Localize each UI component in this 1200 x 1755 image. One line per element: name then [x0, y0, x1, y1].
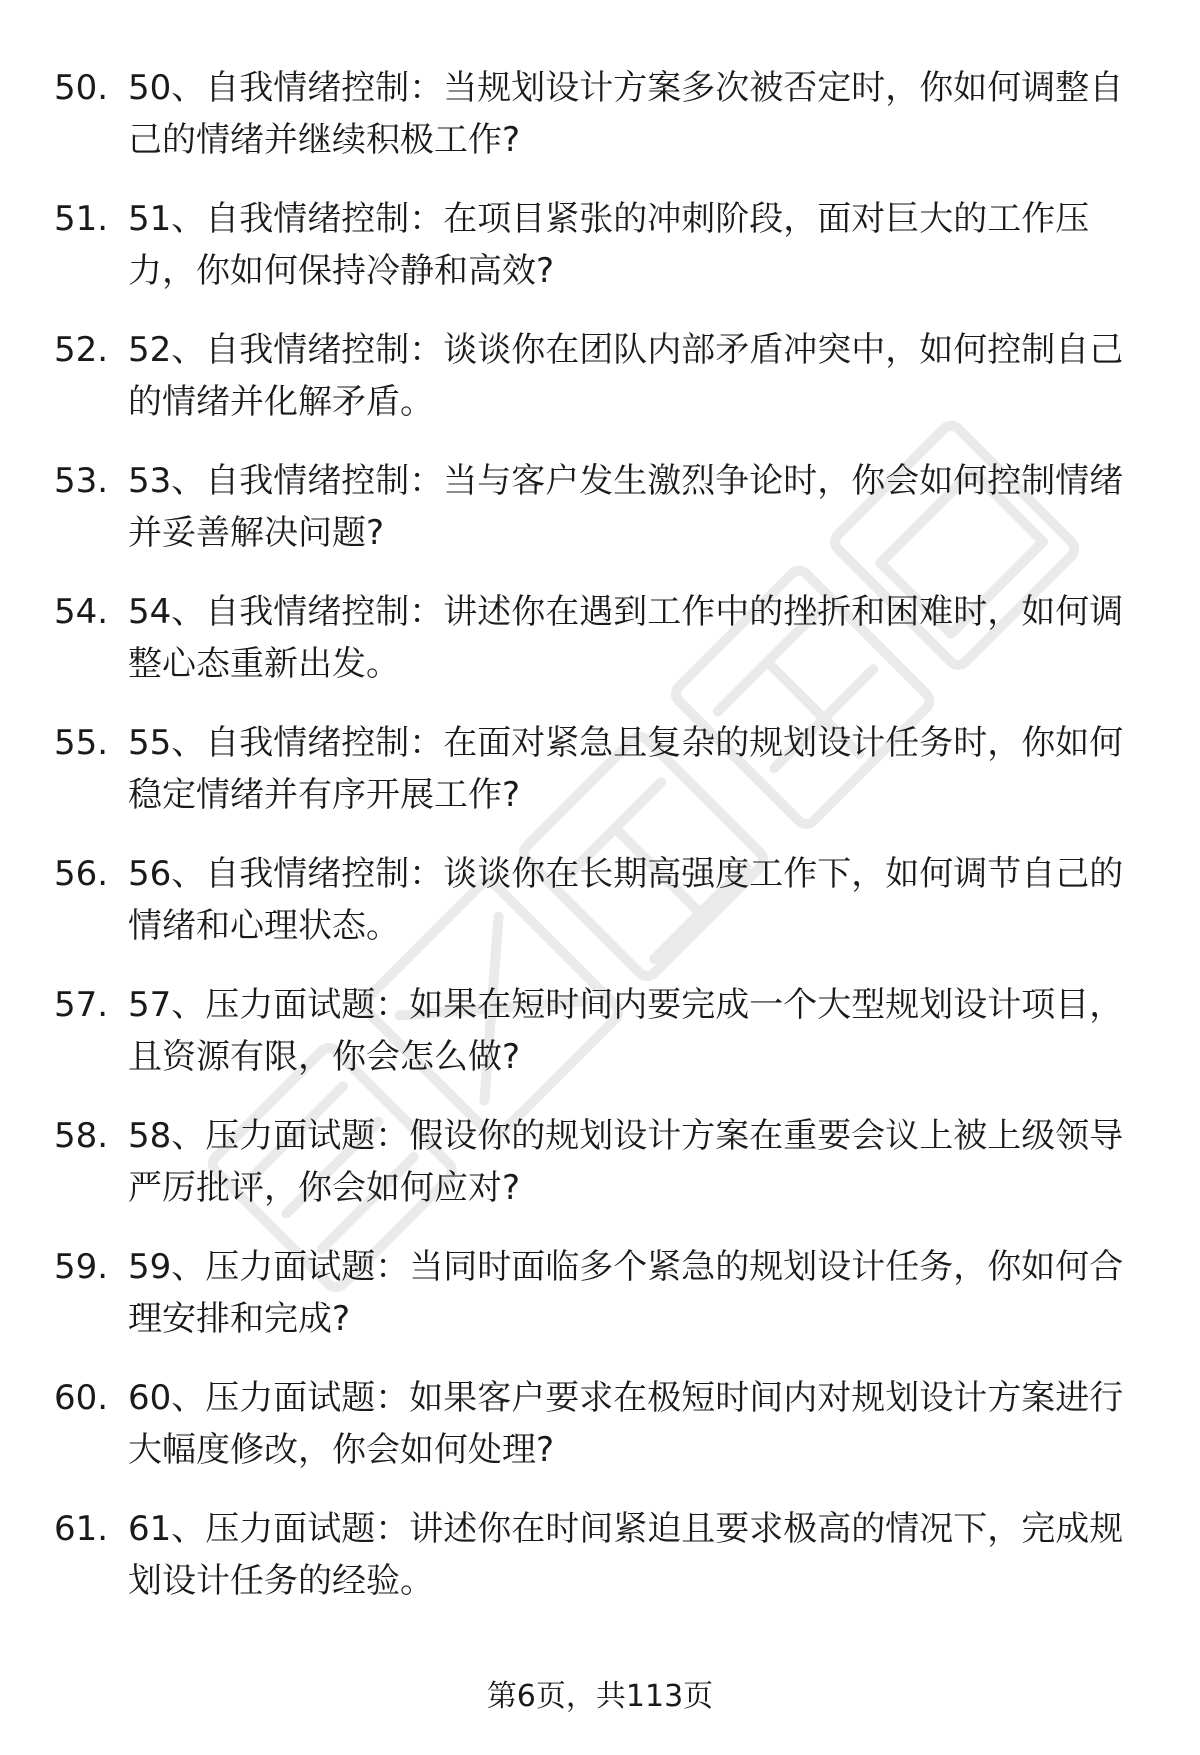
question-text: 52、自我情绪控制：谈谈你在团队内部矛盾冲突中，如何控制自己的情绪并化解矛盾。 — [128, 330, 1124, 422]
question-text: 54、自我情绪控制：讲述你在遇到工作中的挫折和困难时，如何调整心态重新出发。 — [128, 592, 1124, 684]
question-text: 60、压力面试题：如果客户要求在极短时间内对规划设计方案进行大幅度修改，你会如何处理? — [128, 1378, 1124, 1470]
list-item — [0, 62, 1200, 193]
list-item — [0, 1110, 1200, 1241]
question-text: 59、压力面试题：当同时面临多个紧急的规划设计任务，你如何合理安排和完成? — [128, 1247, 1124, 1339]
question-text: 61、压力面试题：讲述你在时间紧迫且要求极高的情况下，完成规划设计任务的经验。 — [128, 1509, 1124, 1601]
list-item — [0, 979, 1200, 1110]
list-item — [0, 586, 1200, 717]
list-item — [0, 1503, 1200, 1634]
question-number: 61. — [54, 1509, 109, 1549]
question-number: 53. — [54, 461, 109, 501]
question-number: 56. — [54, 854, 109, 894]
question-text: 57、压力面试题：如果在短时间内要完成一个大型规划设计项目，且资源有限，你会怎么做? — [128, 985, 1124, 1077]
question-number: 57. — [54, 985, 109, 1025]
question-number: 55. — [54, 723, 109, 763]
list-item — [0, 717, 1200, 848]
list-item — [0, 455, 1200, 586]
question-text: 53、自我情绪控制：当与客户发生激烈争论时，你会如何控制情绪并妥善解决问题? — [128, 461, 1124, 553]
question-text: 58、压力面试题：假设你的规划设计方案在重要会议上被上级领导严厉批评，你会如何应对? — [128, 1116, 1124, 1208]
question-number: 54. — [54, 592, 109, 632]
list-item — [0, 848, 1200, 979]
question-number: 51. — [54, 199, 109, 239]
list-item — [0, 193, 1200, 324]
question-number: 59. — [54, 1247, 109, 1287]
question-list — [0, 62, 1200, 1634]
list-item — [0, 1372, 1200, 1503]
question-text: 55、自我情绪控制：在面对紧急且复杂的规划设计任务时，你如何稳定情绪并有序开展工作? — [128, 723, 1124, 815]
question-text: 50、自我情绪控制：当规划设计方案多次被否定时，你如何调整自己的情绪并继续积极工作? — [128, 68, 1124, 160]
list-item — [0, 324, 1200, 455]
question-number: 52. — [54, 330, 109, 370]
question-text: 51、自我情绪控制：在项目紧张的冲刺阶段，面对巨大的工作压力，你如何保持冷静和高效? — [128, 199, 1090, 291]
question-number: 58. — [54, 1116, 109, 1156]
question-number: 50. — [54, 68, 109, 108]
question-number: 60. — [54, 1378, 109, 1418]
question-text: 56、自我情绪控制：谈谈你在长期高强度工作下，如何调节自己的情绪和心理状态。 — [128, 854, 1124, 946]
page-number-footer: 第6页，共113页 — [486, 1679, 714, 1714]
list-item — [0, 1241, 1200, 1372]
